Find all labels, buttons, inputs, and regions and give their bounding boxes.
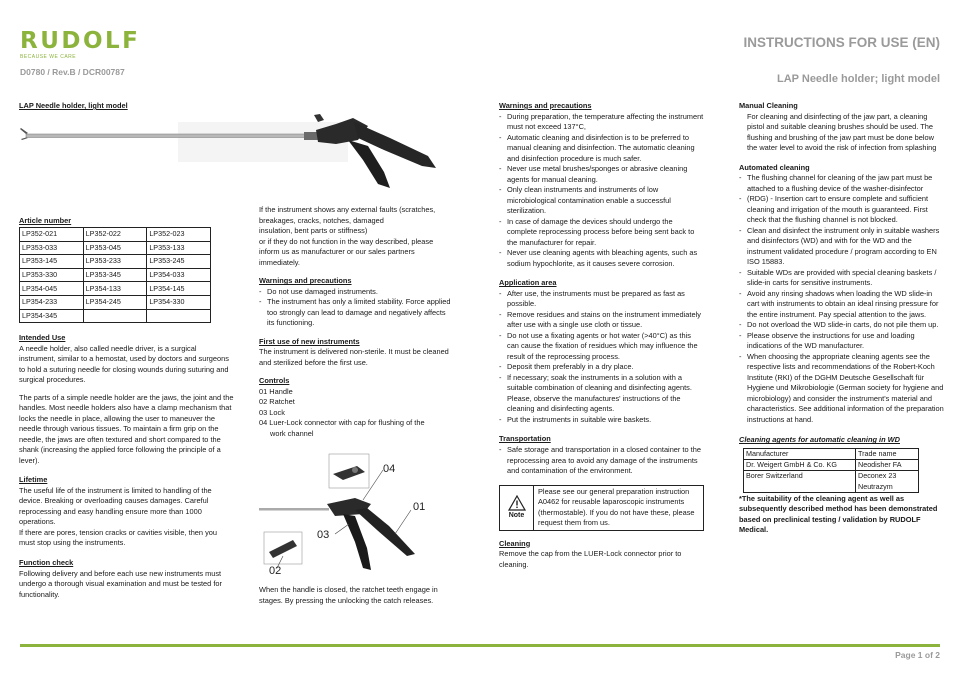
warning-item: - In case of damage the devices should undergo the complete reprocessing process before being sent back to the manufacturer for repair. (499, 217, 704, 249)
cleaning-agents-table (743, 448, 919, 493)
automated-cleaning-heading: Automated cleaning (739, 162, 810, 172)
controls-figure (259, 452, 444, 582)
luer-lock-connector (314, 114, 324, 122)
column-1 (19, 101, 234, 600)
manual-cleaning-text: For cleaning and disinfecting of the jaw part, a cleaning pistol and suitable cleaning brushes should be used. The flushing and brushing of the jaw part must be done below the water level to avoid the risk of infection from splashing (747, 111, 937, 153)
application-item: - Do not use a fixating agents or hot water (>40°C) as this can cause the fixation of residues which may influence the result of the reprocessing process. (499, 331, 704, 363)
application-area-heading: Application area (499, 278, 557, 288)
table-row (20, 309, 211, 323)
article-number-cell: LP353-233 (83, 255, 147, 269)
column-2 (259, 205, 454, 439)
article-number-cell: LP353-045 (83, 241, 147, 255)
figure-handle-front (343, 514, 371, 570)
cleaning-text: Remove the cap from the LUER-Lock connector prior to cleaning. (499, 549, 682, 569)
cleaning-agent-cell: Borer Switzerland (744, 471, 856, 492)
application-item: - After use, the instruments must be prepared as fast as possible. (499, 289, 704, 310)
document-title: INSTRUCTIONS FOR USE (EN) (743, 35, 940, 50)
automated-cleaning-item: - Clean and disinfect the instrument only in suitable washers and disinfectors (WD) and with for the WD and the instrument validated procedure / program according to EN ISO 15883. (739, 226, 944, 268)
table-row (20, 255, 211, 269)
first-use-text: The instrument is delivered non-sterile. It must be cleaned and sterilized before the first use. (259, 347, 449, 367)
article-number-cell: LP352-023 (147, 228, 211, 242)
transportation-list (499, 445, 704, 477)
lifetime-text-2: If there are pores, tension cracks or cavities visible, then you must stop using the instruments. (19, 527, 217, 548)
control-item: 01 Handle (259, 386, 293, 396)
table-header-cell: Trade name (856, 448, 919, 459)
logo-tagline: BECAUSE WE CARE (20, 54, 77, 60)
controls-list (259, 387, 454, 440)
figure-label-04: 04 (383, 463, 396, 475)
function-check-heading: Function check (19, 557, 74, 567)
lifetime-text-1: The useful life of the instrument is limited to handling of the device. Breaking or overloading causes damages. Careful reprocessing and easy handling ensure more than 1000 operations. (19, 485, 212, 527)
article-number-cell (147, 309, 211, 323)
column-4 (739, 101, 944, 536)
automated-cleaning-item: - Please observe the instructions for use and loading indications of the WD manufacturer. (739, 331, 944, 352)
table-row (20, 228, 211, 242)
note-text: Please see our general preparation instruction A0462 for reusable laparoscopic instruments (thermostable). If you do not have these, please request them from us. (538, 486, 695, 528)
warnings-list-full (499, 112, 704, 270)
transportation-item: - Safe storage and transportation in a closed container to the reprocessing area to avoid any damage of the instruments and contamination of the environment. (499, 445, 704, 477)
article-number-cell: LP353-133 (147, 241, 211, 255)
transportation-heading: Transportation (499, 434, 551, 444)
controls-heading: Controls (259, 376, 290, 386)
article-number-cell: LP354-345 (20, 309, 84, 323)
warning-item: - Do not use damaged instruments. (259, 287, 454, 298)
faults-text-2: insulation, bent parts or stiffness) (259, 226, 368, 236)
article-number-cell: LP354-145 (147, 282, 211, 296)
detail-connector-cap (352, 467, 358, 473)
warning-item: - During preparation, the temperature affecting the instrument must not exceed 137°C, (499, 112, 704, 133)
note-label-cell (500, 486, 534, 530)
article-number-cell: LP353-330 (20, 268, 84, 282)
table-row (744, 460, 919, 471)
article-number-cell: LP354-133 (83, 282, 147, 296)
cleaning-agents-heading: Cleaning agents for automatic cleaning in WD (739, 435, 900, 445)
cleaning-agent-cell: Deconex 23 Neutrazym (856, 471, 919, 492)
footer-divider (20, 644, 940, 647)
automated-cleaning-item: - The flushing channel for cleaning of the jaw part must be attached to a flushing device of the washer-disinfector (739, 173, 944, 194)
article-number-cell (83, 309, 147, 323)
article-number-cell: LP353-033 (20, 241, 84, 255)
product-title: LAP Needle holder, light model (19, 101, 128, 110)
article-number-cell: LP353-345 (83, 268, 147, 282)
warning-item: - Automatic cleaning and disinfection is to be preferred to manual cleaning and disinfection. The automatic cleaning and disinfection procedure is much safer. (499, 133, 704, 165)
automated-cleaning-item: - (RDG) - Insertion cart to ensure complete and sufficient cleaning and irrigation of the mouth is guaranteed. First check that the flushing channel is not blocked. (739, 194, 944, 226)
faults-text-3: or if they do not function in the way described, please inform us as manufacturer or our sales partners immediately. (259, 236, 434, 267)
manual-cleaning-heading: Manual Cleaning (739, 101, 798, 110)
intended-use-text-2: The parts of a simple needle holder are the jaws, the joint and the handles. Most needle holders also have a clamp mechanism that locks the needle in place, allowing the user to maneuver the needle through various tissues. To maintain a firm grip on the needle, the jaws are often textured and short compared to the shank (increasing the applied force following the principle of a lever). (19, 392, 234, 465)
automated-cleaning-item: - Suitable WDs are provided with special cleaning baskets / slide-in carts for sensitive instruments. (739, 268, 944, 289)
article-number-cell: LP352-022 (83, 228, 147, 242)
article-number-cell: LP354-245 (83, 296, 147, 310)
column-3 (499, 101, 704, 570)
application-item: - If necessary; soak the instruments in a solution with a suitable combination of cleaning and disinfecting agents. Please, observe the manufactures' instructions of the cleaning and disinfecting agents. (499, 373, 704, 415)
document-reference: D0780 / Rev.B / DCR00787 (20, 67, 125, 77)
control-item: 02 Ratchet (259, 397, 295, 407)
warnings-heading-full: Warnings and precautions (499, 101, 592, 110)
lifetime-heading: Lifetime (19, 475, 48, 485)
rudolf-logo (20, 30, 140, 61)
cleaning-agent-cell: Neodisher FA (856, 460, 919, 471)
first-use-heading: First use of new instruments (259, 336, 360, 346)
cleaning-agent-cell: Dr. Weigert GmbH & Co. KG (744, 460, 856, 471)
document-subtitle: LAP Needle holder; light model (777, 73, 940, 85)
warning-item: - The instrument has only a limited stability. Force applied too strongly can lead to damage and negatively affects its functioning. (259, 297, 454, 329)
application-item: - Put the instruments in suitable wire baskets. (499, 415, 704, 426)
intended-use-heading: Intended Use (19, 333, 66, 343)
automated-cleaning-item: - When choosing the appropriate cleaning agents see the respective lists and recommendations of the Robert-Koch Institute (RKI) of the DGHM Deutsche Gesellschaft für Hygiene und Mikrobiologie (German society for hygiene and microbiology) and consider the instrument's material and characteristics. See additional information of the preparation instructions at hand. (739, 352, 944, 426)
warning-triangle-icon (508, 495, 526, 511)
article-number-cell: LP352-021 (20, 228, 84, 242)
figure-label-01: 01 (413, 501, 426, 513)
table-header-cell: Manufacturer (744, 448, 856, 459)
intended-use-text-1: A needle holder, also called needle driver, is a surgical instrument, similar to a hemostat, used by doctors and surgeons to hold a suturing needle for closing wounds during suturing and surgical procedures. (19, 343, 229, 385)
application-item: - Deposit them preferably in a dry place. (499, 362, 704, 373)
warning-item: - Never use metal brushes/sponges or abrasive cleaning agents for manual cleaning. (499, 164, 704, 185)
leader-line-03 (335, 524, 349, 534)
article-number-cell: LP354-330 (147, 296, 211, 310)
cleaning-agents-note: *The suitability of the cleaning agent as well as subsequently described method has been demonstrated based on preclinical testing / validation by RUDOLF Medical. (739, 493, 938, 535)
table-row (20, 296, 211, 310)
cleaning-heading: Cleaning (499, 538, 531, 548)
control-item: 03 Lock (259, 407, 285, 417)
figure-label-02: 02 (269, 565, 282, 577)
note-box (499, 485, 704, 531)
article-number-cell: LP354-045 (20, 282, 84, 296)
application-item: - Remove residues and stains on the instrument immediately after use with a single use cloth or tissue. (499, 310, 704, 331)
table-row (744, 471, 919, 492)
article-number-cell: LP354-033 (147, 268, 211, 282)
article-number-cell: LP354-233 (20, 296, 84, 310)
control-item: 04 Luer-Lock connector with cap for flushing of the (259, 418, 425, 428)
warnings-list-short (259, 287, 454, 329)
automated-cleaning-list (739, 173, 944, 425)
article-number-table (19, 227, 211, 323)
function-check-text: Following delivery and before each use new instruments must undergo a thorough visual examination and must be tested for functionality. (19, 568, 222, 599)
article-number-cell: LP353-245 (147, 255, 211, 269)
warning-item: - Never use cleaning agents with bleaching agents, such as sodium hypochlorite, as it causes severe corrosion. (499, 248, 704, 269)
article-number-heading: Article number (19, 215, 72, 225)
table-row (20, 282, 211, 296)
table-header-row (744, 448, 919, 459)
logo-wordmark: RUDOLF (20, 28, 141, 54)
control-item-continuation: work channel (270, 428, 314, 438)
article-number-cell: LP353-145 (20, 255, 84, 269)
controls-figure-drawing (259, 452, 444, 582)
table-row (20, 268, 211, 282)
application-list (499, 289, 704, 426)
figure-shaft (259, 508, 329, 511)
warnings-heading-short: Warnings and precautions (259, 276, 352, 286)
automated-cleaning-item: - Avoid any rinsing shadows when loading the WD slide-in cart with instruments to obtain an ideal rinsing pressure for the entire instrument. Pay special attention to the jaws. (739, 289, 944, 321)
controls-figure-caption: When the handle is closed, the ratchet teeth engage in stages. By pressing the unlocking the catch releases. (259, 585, 438, 605)
leader-line-01 (395, 510, 411, 534)
table-row (20, 241, 211, 255)
page-number: Page 1 of 2 (895, 650, 940, 660)
warning-item: - Only clean instruments and instruments of low microbiological contamination enable a successful sterilization. (499, 185, 704, 217)
faults-text-1: If the instrument shows any external faults (scratches, breakages, cracks, notches, damaged (259, 205, 436, 225)
instrument-collar (304, 132, 318, 140)
figure-label-03: 03 (317, 529, 330, 541)
note-label: Note (508, 511, 525, 519)
automated-cleaning-item: - Do not overload the WD slide-in carts, do not pile them up. (739, 320, 944, 331)
